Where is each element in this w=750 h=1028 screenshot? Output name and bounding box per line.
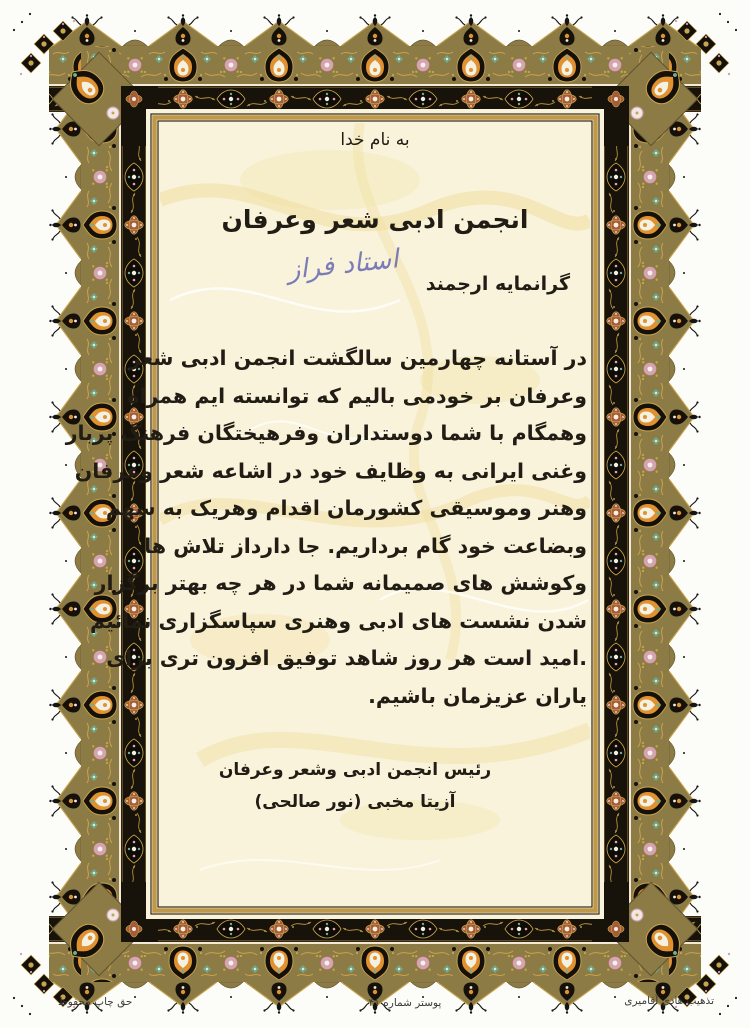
body-line: وبضاعت خود گام برداریم. جا دارداز تلاش ها bbox=[144, 533, 587, 558]
bismillah: به نام خدا bbox=[340, 130, 410, 150]
body-line: وکوشش های صمیمانه شما در هر چه بهتر برگزار bbox=[94, 571, 587, 595]
footer-illuminator-credit: تذهیب هادی آقامیری bbox=[624, 995, 714, 1007]
body-line: در آستانه چهارمین سالگشت انجمن ادبی شعر bbox=[128, 346, 587, 370]
body-line: وعرفان بر خودمی بالیم که توانسته ایم همراه bbox=[127, 383, 587, 408]
body-line: یاران عزیزمان باشیم. bbox=[368, 683, 587, 708]
body-line: وهمگام با شما دوستداران وفرهیختگان فرهنگ پربار bbox=[65, 421, 587, 445]
footer-poster-number: پوستر شماره ۴۱ bbox=[368, 997, 442, 1009]
signature-role: رئیس انجمن ادبی وشعر وعرفان bbox=[218, 760, 492, 780]
signature-block bbox=[160, 754, 550, 818]
footer-copyright-note: حق چاپ محفوظ bbox=[58, 996, 133, 1008]
body-paragraph bbox=[65, 340, 587, 715]
signature-name: آزیتا مخبی (نور صالحی) bbox=[254, 792, 456, 812]
body-line: وهنر وموسیقی کشورمان اقدام وهریک به سهم bbox=[105, 496, 587, 520]
association-title: انجمن ادبی شعر وعرفان bbox=[221, 205, 529, 234]
handwritten-recipient-name: استاد فراز bbox=[286, 244, 400, 286]
body-line: .امید است هر روز شاهد توفیق افزون تری برای bbox=[106, 646, 587, 670]
body-line: شدن نشست های ادبی وهنری سپاسگزاری نمائیم bbox=[90, 608, 587, 633]
salutation: گرانمایه ارجمند bbox=[425, 273, 570, 295]
body-line: وغنی ایرانی به وظایف خود در اشاعه شعر وعرفان bbox=[74, 458, 587, 483]
